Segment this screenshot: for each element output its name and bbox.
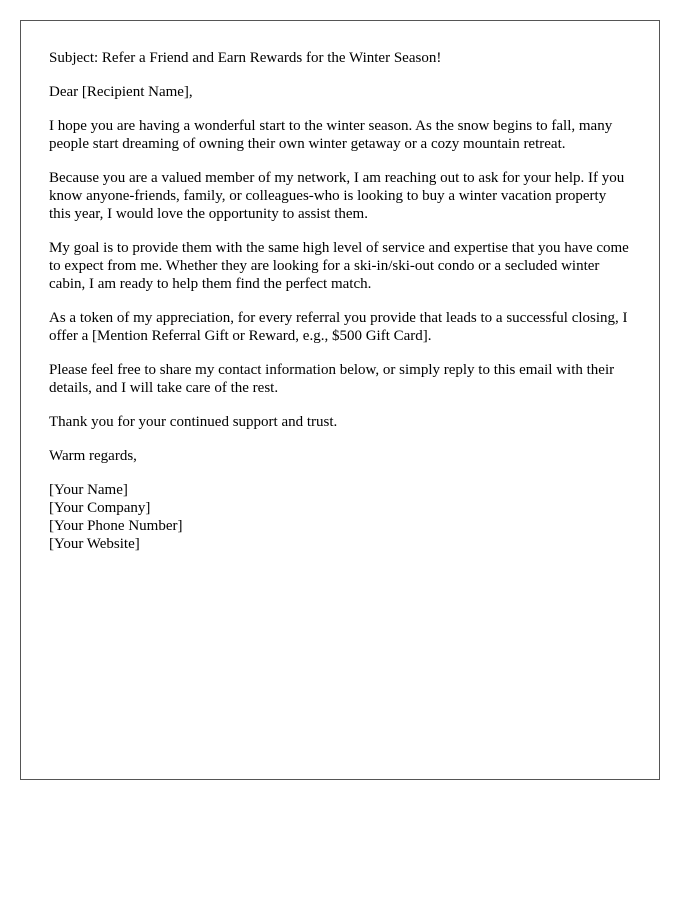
letter-paragraph: Please feel free to share my contact information below, or simply reply to this email with their details, and I will take care of the rest. (49, 362, 615, 396)
letter-paragraph: Thank you for your continued support and trust. (49, 414, 338, 430)
letter-container (20, 20, 660, 780)
letter-paragraph: My goal is to provide them with the same high level of service and expertise that you have come to expect from me. Whether they are looking for a ski-in/ski-out condo or a secluded winter cabin, I am ready to help them find the perfect match. (49, 240, 629, 292)
signature-company: [Your Company] (49, 500, 151, 516)
signature-website: [Your Website] (49, 536, 140, 552)
letter-greeting: Dear [Recipient Name], (49, 84, 193, 100)
letter-paragraph: As a token of my appreciation, for every referral you provide that leads to a successful closing, I offer a [Mention Referral Gift or Reward, e.g., $500 Gift Card]. (49, 310, 628, 344)
signature-name: [Your Name] (49, 482, 128, 498)
signature-phone: [Your Phone Number] (49, 518, 183, 534)
letter-paragraph: Because you are a valued member of my network, I am reaching out to ask for your help. If you know anyone-friends, family, or colleagues-who is looking to buy a winter vacation property this year, I would love the opportunity to assist them. (49, 170, 625, 222)
signature-block (49, 481, 631, 553)
letter-paragraph: I hope you are having a wonderful start to the winter season. As the snow begins to fall, many people start dreaming of owning their own winter getaway or a cozy mountain retreat. (49, 118, 613, 152)
letter-closing: Warm regards, (49, 448, 137, 464)
letter-subject: Subject: Refer a Friend and Earn Rewards for the Winter Season! (49, 50, 442, 66)
